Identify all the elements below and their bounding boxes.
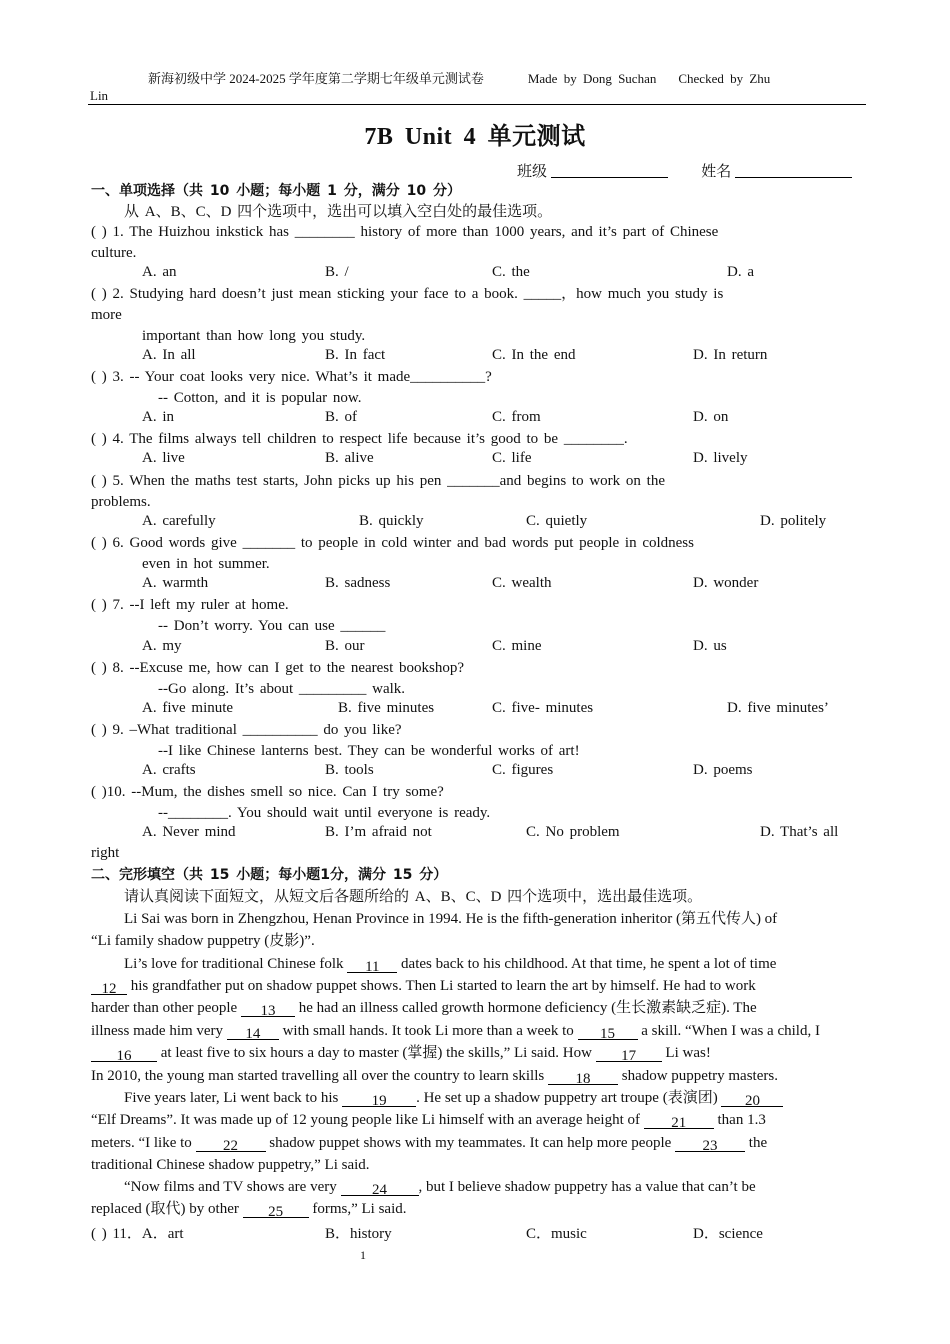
q11-stem-option-a: ( ) 11．A．art	[91, 1226, 184, 1242]
q6-option-c: C. wealth	[492, 575, 552, 591]
q8-option-c: C. five- minutes	[492, 700, 594, 716]
blank-17[interactable]: 17	[596, 1046, 662, 1062]
q11-option-b: B．history	[325, 1226, 392, 1242]
section1-heading: 一、单项选择（共 10 小题；每小题 1 分，满分 10 分）	[91, 183, 461, 199]
blank-25[interactable]: 25	[243, 1202, 309, 1218]
section2-heading: 二、完形填空（共 15 小题；每小题1分，满分 15 分）	[91, 867, 448, 883]
q5-option-b: B. quickly	[359, 513, 424, 529]
passage-p2-line4: illness made him very 14 with small hands. It took Li more than a week to 15 a skill. “When I was a child, I	[91, 1023, 820, 1042]
q5-option-c: C. quietly	[526, 513, 588, 529]
header-checked-by: Checked by Zhu	[678, 71, 771, 86]
blank-16[interactable]: 16	[91, 1046, 157, 1062]
name-blank[interactable]	[735, 163, 852, 178]
q10-option-c: C. No problem	[526, 824, 620, 840]
blank-14[interactable]: 14	[227, 1024, 279, 1040]
q9-option-a: A. crafts	[142, 762, 196, 778]
passage-p3-line1: Five years later, Li went back to his 19 . He set up a shadow puppetry art troupe (表演团) 20	[124, 1088, 783, 1108]
q2-option-a: A. In all	[142, 347, 196, 363]
q6-option-d: D. wonder	[693, 575, 759, 591]
q7-option-a: A. my	[142, 638, 182, 654]
passage-p3-line2: “Elf Dreams”. It was made up of 12 young people like Li himself with an average height of 21 than 1.3	[91, 1112, 766, 1131]
page-header	[90, 70, 860, 104]
header-rule	[88, 104, 866, 105]
q2-option-b: B. In fact	[325, 347, 386, 363]
blank-18[interactable]: 18	[548, 1069, 618, 1085]
q3-stem-cont: -- Cotton, and it is popular now.	[158, 390, 362, 406]
q9-option-d: D. poems	[693, 762, 753, 778]
q1-stem: ( ) 1. The Huizhou inkstick has ________ history of more than 1000 years, and it’s part of Chinese	[91, 224, 719, 240]
q2-stem-cont2: important than how long you study.	[142, 328, 366, 344]
q10-option-b: B. I’m afraid not	[325, 824, 432, 840]
passage-p4-line1: “Now films and TV shows are very 24 , but I believe shadow puppetry has a value that can’t be	[124, 1179, 756, 1198]
blank-12[interactable]: 12	[91, 979, 127, 995]
q6-stem: ( ) 6. Good words give _______ to people in cold winter and bad words put people in coldness	[91, 535, 694, 551]
q1-option-b: B. /	[325, 264, 349, 280]
q3-option-d: D. on	[693, 409, 729, 425]
passage-p2-line3: harder than other people 13 he had an illness called growth hormone deficiency (生长激素缺乏症). The	[91, 1000, 757, 1019]
q11-option-d: D．science	[693, 1226, 763, 1242]
passage-p4-line2: replaced (取代) by other 25 forms,” Li said.	[91, 1201, 407, 1220]
passage-p2-line6: In 2010, the young man started travelling all over the country to learn skills 18 shadow puppetry masters.	[91, 1068, 778, 1087]
header-school: 新海初级中学 2024-2025 学年度第二学期七年级单元测试卷	[148, 71, 484, 86]
q10-stem: ( )10. --Mum, the dishes smell so nice. Can I try some?	[91, 784, 444, 800]
q4-option-d: D. lively	[693, 450, 748, 466]
q8-option-a: A. five minute	[142, 700, 234, 716]
q2-option-c: C. In the end	[492, 347, 576, 363]
q4-option-c: C. life	[492, 450, 532, 466]
q10-stem-cont: --________. You should wait until everyone is ready.	[158, 805, 491, 821]
q4-option-a: A. live	[142, 450, 185, 466]
blank-20[interactable]: 20	[721, 1091, 783, 1107]
q9-stem: ( ) 9. –What traditional __________ do you like?	[91, 722, 402, 738]
name-label: 姓名	[701, 164, 732, 180]
q9-stem-cont: --I like Chinese lanterns best. They can be wonderful works of art!	[158, 743, 580, 759]
q7-option-c: C. mine	[492, 638, 542, 654]
q8-option-d: D. five minutes’	[727, 700, 829, 716]
q2-stem-cont: more	[91, 307, 122, 323]
section2-instruction: 请认真阅读下面短文，从短文后各题所给的 A、B、C、D 四个选项中，选出最佳选项。	[124, 889, 703, 905]
passage-p1-line2: “Li family shadow puppetry (皮影)”.	[91, 933, 315, 949]
page-title: 7B Unit 4 单元测试	[364, 124, 586, 150]
q1-option-a: A. an	[142, 264, 177, 280]
student-info	[517, 160, 852, 181]
q10-option-d: D. That’s all	[760, 824, 839, 840]
q4-stem: ( ) 4. The films always tell children to respect life because it’s good to be ________.	[91, 431, 628, 447]
q5-stem-cont: problems.	[91, 494, 151, 510]
passage-p1-line1: Li Sai was born in Zhengzhou, Henan Province in 1994. He is the fifth-generation inheritor (第五代传人) of	[124, 911, 778, 927]
passage-p3-line3: meters. “I like to 22 shadow puppet shows with my teammates. It can help more people 23 the	[91, 1135, 768, 1154]
q3-stem: ( ) 3. -- Your coat looks very nice. What’s it made__________?	[91, 369, 492, 385]
q5-stem: ( ) 5. When the maths test starts, John picks up his pen _______and begins to work on the	[91, 473, 665, 489]
q6-option-b: B. sadness	[325, 575, 391, 591]
q8-stem-cont: --Go along. It’s about _________ walk.	[158, 681, 406, 697]
q10-option-d-cont: right	[91, 845, 120, 861]
q1-stem-cont: culture.	[91, 245, 137, 261]
q8-option-b: B. five minutes	[338, 700, 435, 716]
q3-option-a: A. in	[142, 409, 174, 425]
q3-option-c: C. from	[492, 409, 541, 425]
q1-option-d: D. a	[727, 264, 754, 280]
q6-stem-cont: even in hot summer.	[142, 556, 270, 572]
passage-p2-line5: 16 at least five to six hours a day to master (掌握) the skills,” Li said. How 17 Li was!	[91, 1043, 711, 1063]
q7-stem-cont: -- Don’t worry. You can use ______	[158, 618, 386, 634]
q9-option-c: C. figures	[492, 762, 554, 778]
class-label: 班级	[517, 164, 548, 180]
q2-stem: ( ) 2. Studying hard doesn’t just mean sticking your face to a book. _____，how much you study is	[91, 286, 724, 302]
page-number: 1	[360, 1248, 366, 1262]
header-checked-by-cont: Lin	[90, 88, 109, 103]
blank-23[interactable]: 23	[675, 1136, 745, 1152]
section1-instruction: 从 A、B、C、D 四个选项中，选出可以填入空白处的最佳选项。	[124, 204, 553, 220]
q8-stem: ( ) 8. --Excuse me, how can I get to the nearest bookshop?	[91, 660, 465, 676]
passage-p2-line1: Li’s love for traditional Chinese folk 11 dates back to his childhood. At that time, he spent a lot of time	[124, 956, 777, 975]
blank-13[interactable]: 13	[241, 1001, 295, 1017]
passage-p3-line4: traditional Chinese shadow puppetry,” Li said.	[91, 1157, 370, 1173]
class-blank[interactable]	[551, 163, 668, 178]
header-made-by: Made by Dong Suchan	[527, 71, 657, 86]
blank-19[interactable]: 19	[342, 1091, 416, 1107]
q10-option-a: A. Never mind	[142, 824, 236, 840]
passage-p2-line2: 12 his grandfather put on shadow puppet shows. Then Li started to learn the art by himself. He had to work	[91, 976, 756, 996]
q5-option-a: A. carefully	[142, 513, 216, 529]
q7-option-b: B. our	[325, 638, 365, 654]
q9-option-b: B. tools	[325, 762, 374, 778]
q7-stem: ( ) 7. --I left my ruler at home.	[91, 597, 289, 613]
q7-option-d: D. us	[693, 638, 727, 654]
blank-22[interactable]: 22	[196, 1136, 266, 1152]
q11-option-c: C．music	[526, 1226, 587, 1242]
q2-option-d: D. In return	[693, 347, 768, 363]
q1-option-c: C. the	[492, 264, 530, 280]
blank-11[interactable]: 11	[347, 957, 397, 973]
blank-15[interactable]: 15	[578, 1024, 638, 1040]
q3-option-b: B. of	[325, 409, 357, 425]
q6-option-a: A. warmth	[142, 575, 209, 591]
blank-24[interactable]: 24	[341, 1180, 419, 1196]
q4-option-b: B. alive	[325, 450, 374, 466]
blank-21[interactable]: 21	[644, 1113, 714, 1129]
q5-option-d: D. politely	[760, 513, 827, 529]
